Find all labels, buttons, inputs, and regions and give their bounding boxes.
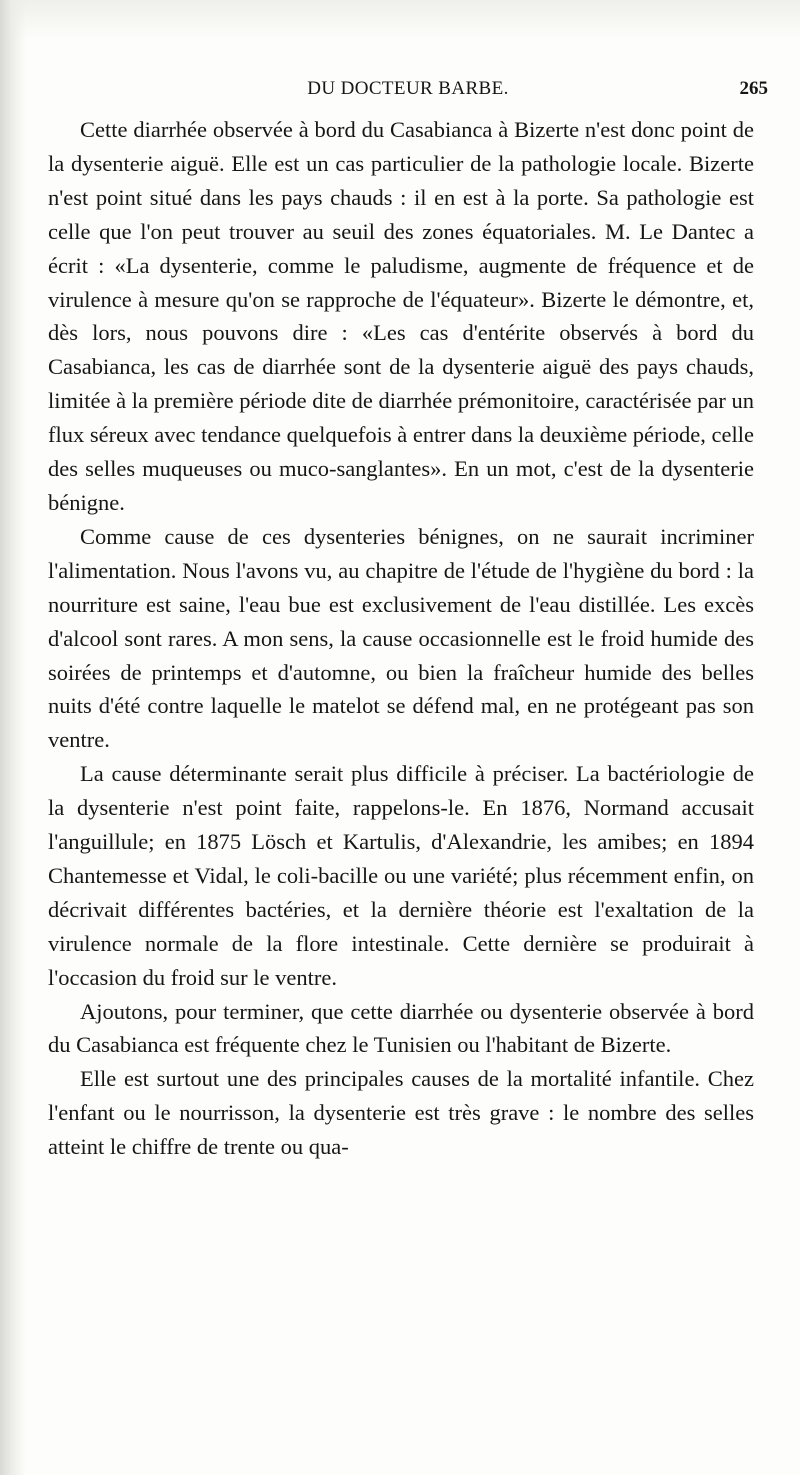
body-text xyxy=(48,113,754,1164)
page-number: 265 xyxy=(739,78,768,99)
scan-shadow-left xyxy=(0,0,26,1475)
running-head: DU DOCTEUR BARBE. xyxy=(307,78,509,99)
paragraph: La cause déterminante serait plus difficile à préciser. La bactériologie de la dysenterie n'est point faite, rappelons-le. En 1876, Normand accusait l'anguillule; en 1875 Lösch et Kartulis, d'Alexandrie, les amibes; en 1894 Chantemesse et Vidal, le coli-bacille ou une variété; plus récemment enfin, on décrivait différentes bactéries, et la dernière théorie est l'exaltation de la virulence normale de la flore intestinale. Cette dernière se produirait à l'occasion du froid sur le ventre. xyxy=(48,761,754,990)
scan-shadow-top xyxy=(0,0,800,40)
paragraph: Ajoutons, pour terminer, que cette diarrhée ou dysenterie observée à bord du Casabianca est fréquente chez le Tunisien ou l'habitant de Bizerte. xyxy=(48,998,754,1058)
page-header xyxy=(48,74,768,104)
paragraph: Cette diarrhée observée à bord du Casabianca à Bizerte n'est donc point de la dysenterie aiguë. Elle est un cas particulier de la pathologie locale. Bizerte n'est point situé dans les pays chauds : il en est à la porte. Sa pathologie est celle que l'on peut trouver au seuil des zones équatoriales. M. Le Dantec a écrit : «La dysenterie, comme le paludisme, augmente de fréquence et de virulence à mesure qu'on se rapproche de l'équateur». Bizerte le démontre, et, dès lors, nous pouvons dire : «Les cas d'entérite observés à bord du Casabianca, les cas de diarrhée sont de la dysenterie aiguë des pays chauds, limitée à la première période dite de diarrhée prémonitoire, caractérisée par un flux séreux avec tendance quelquefois à entrer dans la deuxième période, celle des selles muqueuses ou muco-sanglantes». En un mot, c'est de la dysenterie bénigne. xyxy=(48,117,754,515)
paragraph: Elle est surtout une des principales causes de la mortalité infantile. Chez l'enfant ou le nourrisson, la dysenterie est très grave : le nombre des selles atteint le chiffre de trente ou qua- xyxy=(48,1066,754,1160)
paragraph: Comme cause de ces dysenteries bénignes, on ne saurait incriminer l'alimentation. Nous l'avons vu, au chapitre de l'étude de l'hygiène du bord : la nourriture est saine, l'eau bue est exclusivement de l'eau distillée. Les excès d'alcool sont rares. A mon sens, la cause occasionnelle est le froid humide des soirées de printemps et d'automne, ou bien la fraîcheur humide des belles nuits d'été contre laquelle le matelot se défend mal, en ne protégeant pas son ventre. xyxy=(48,523,754,753)
